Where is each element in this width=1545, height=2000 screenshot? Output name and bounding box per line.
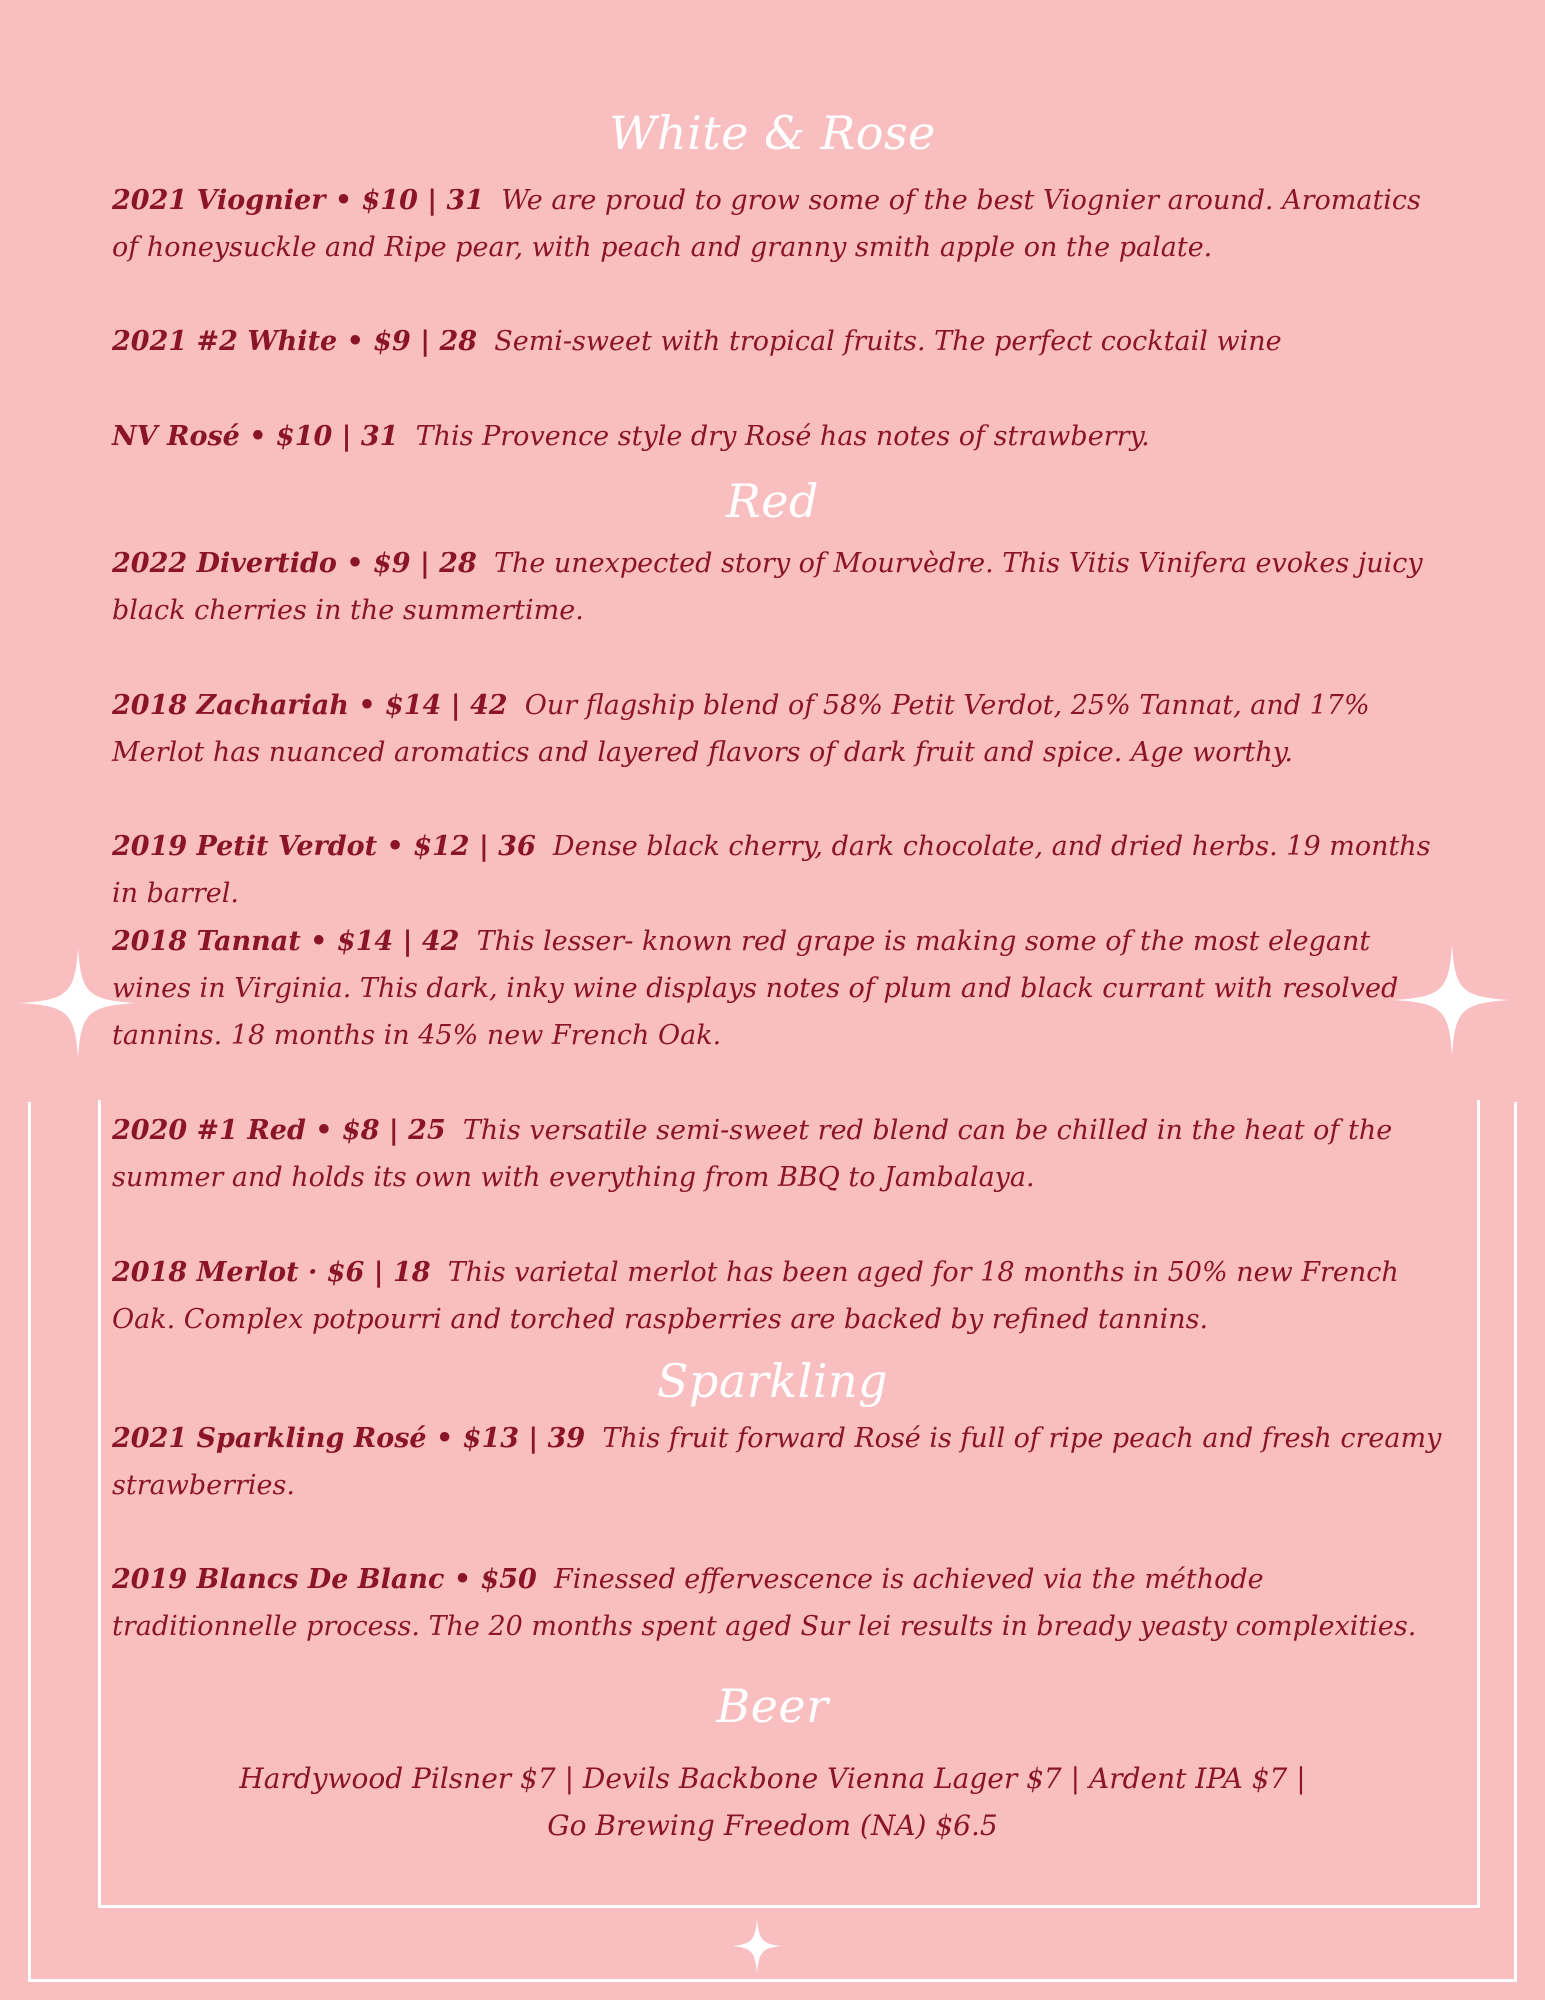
menu-item (112, 682, 1452, 776)
section-title-beer: Beer (716, 1679, 829, 1733)
item-description: This varietal merlot has been aged for 18 months in 50% new French Oak. Complex potpourri and torched raspberries are backed by refined tannins. (112, 1257, 1399, 1335)
item-description: Semi-sweet with tropical fruits. The perfect cocktail wine (494, 326, 1282, 357)
menu-item (112, 540, 1452, 634)
item-name: 2021 #2 White • $9 | 28 (112, 326, 478, 357)
item-description: This versatile semi-sweet red blend can be chilled in the heat of the summer and holds its own with everything from BBQ to Jambalaya. (112, 1115, 1393, 1193)
item-description: The unexpected story of Mourvèdre. This Vitis Vinifera evokes juicy black cherries in the summertime. (112, 548, 1423, 626)
section-title-sparkling: Sparkling (656, 1354, 889, 1408)
menu-item (112, 1249, 1452, 1343)
section-title-white-rose: White & Rose (609, 106, 936, 160)
item-description: This Provence style dry Rosé has notes of strawberry. (415, 421, 1150, 452)
item-name: 2019 Petit Verdot • $12 | 36 (112, 831, 536, 862)
item-name: 2021 Viognier • $10 | 31 (112, 185, 485, 216)
item-name: 2018 Merlot · $6 | 18 (112, 1257, 431, 1288)
menu-item (112, 918, 1452, 1059)
section-title-red: Red (726, 474, 819, 528)
menu-item (112, 1415, 1452, 1509)
menu-item (112, 413, 1452, 460)
menu-item (112, 177, 1452, 271)
item-description: This fruit forward Rosé is full of ripe peach and fresh creamy strawberries. (112, 1423, 1442, 1501)
menu-item (112, 823, 1452, 917)
item-name: 2018 Tannat • $14 | 42 (112, 926, 460, 957)
item-description: Finessed effervescence is achieved via the méthode traditionnelle process. The 20 months spent aged Sur lei results in bready yeasty complexities. (112, 1564, 1417, 1642)
item-description: Dense black cherry, dark chocolate, and dried herbs. 19 months in barrel. (112, 831, 1431, 909)
item-name: 2018 Zachariah • $14 | 42 (112, 690, 508, 721)
item-name: NV Rosé • $10 | 31 (112, 421, 399, 452)
menu-item (112, 1107, 1452, 1201)
menu-item (112, 318, 1452, 365)
item-name: 2022 Divertido • $9 | 28 (112, 548, 477, 579)
beer-list-line-2: Go Brewing Freedom (NA) $6.5 (547, 1809, 998, 1842)
item-description: Our flagship blend of 58% Petit Verdot, 25% Tannat, and 17% Merlot has nuanced aromatics and layered flavors of dark fruit and spice. Age worthy. (112, 690, 1370, 768)
menu-item (112, 1556, 1452, 1650)
item-name: 2021 Sparkling Rosé • $13 | 39 (112, 1423, 586, 1454)
item-name: 2019 Blancs De Blanc • $50 (112, 1564, 537, 1595)
item-description: This lesser- known red grape is making some of the most elegant wines in Virginia. This dark, inky wine displays notes of plum and black currant with resolved tannins. 18 months in 45% new French Oak. (112, 926, 1399, 1051)
beer-list-line-1: Hardywood Pilsner $7 | Devils Backbone Vienna Lager $7 | Ardent IPA $7 | (239, 1762, 1306, 1795)
item-name: 2020 #1 Red • $8 | 25 (112, 1115, 446, 1146)
item-description: We are proud to grow some of the best Viognier around. Aromatics of honeysuckle and Ripe pear, with peach and granny smith apple on the palate. (112, 185, 1421, 263)
